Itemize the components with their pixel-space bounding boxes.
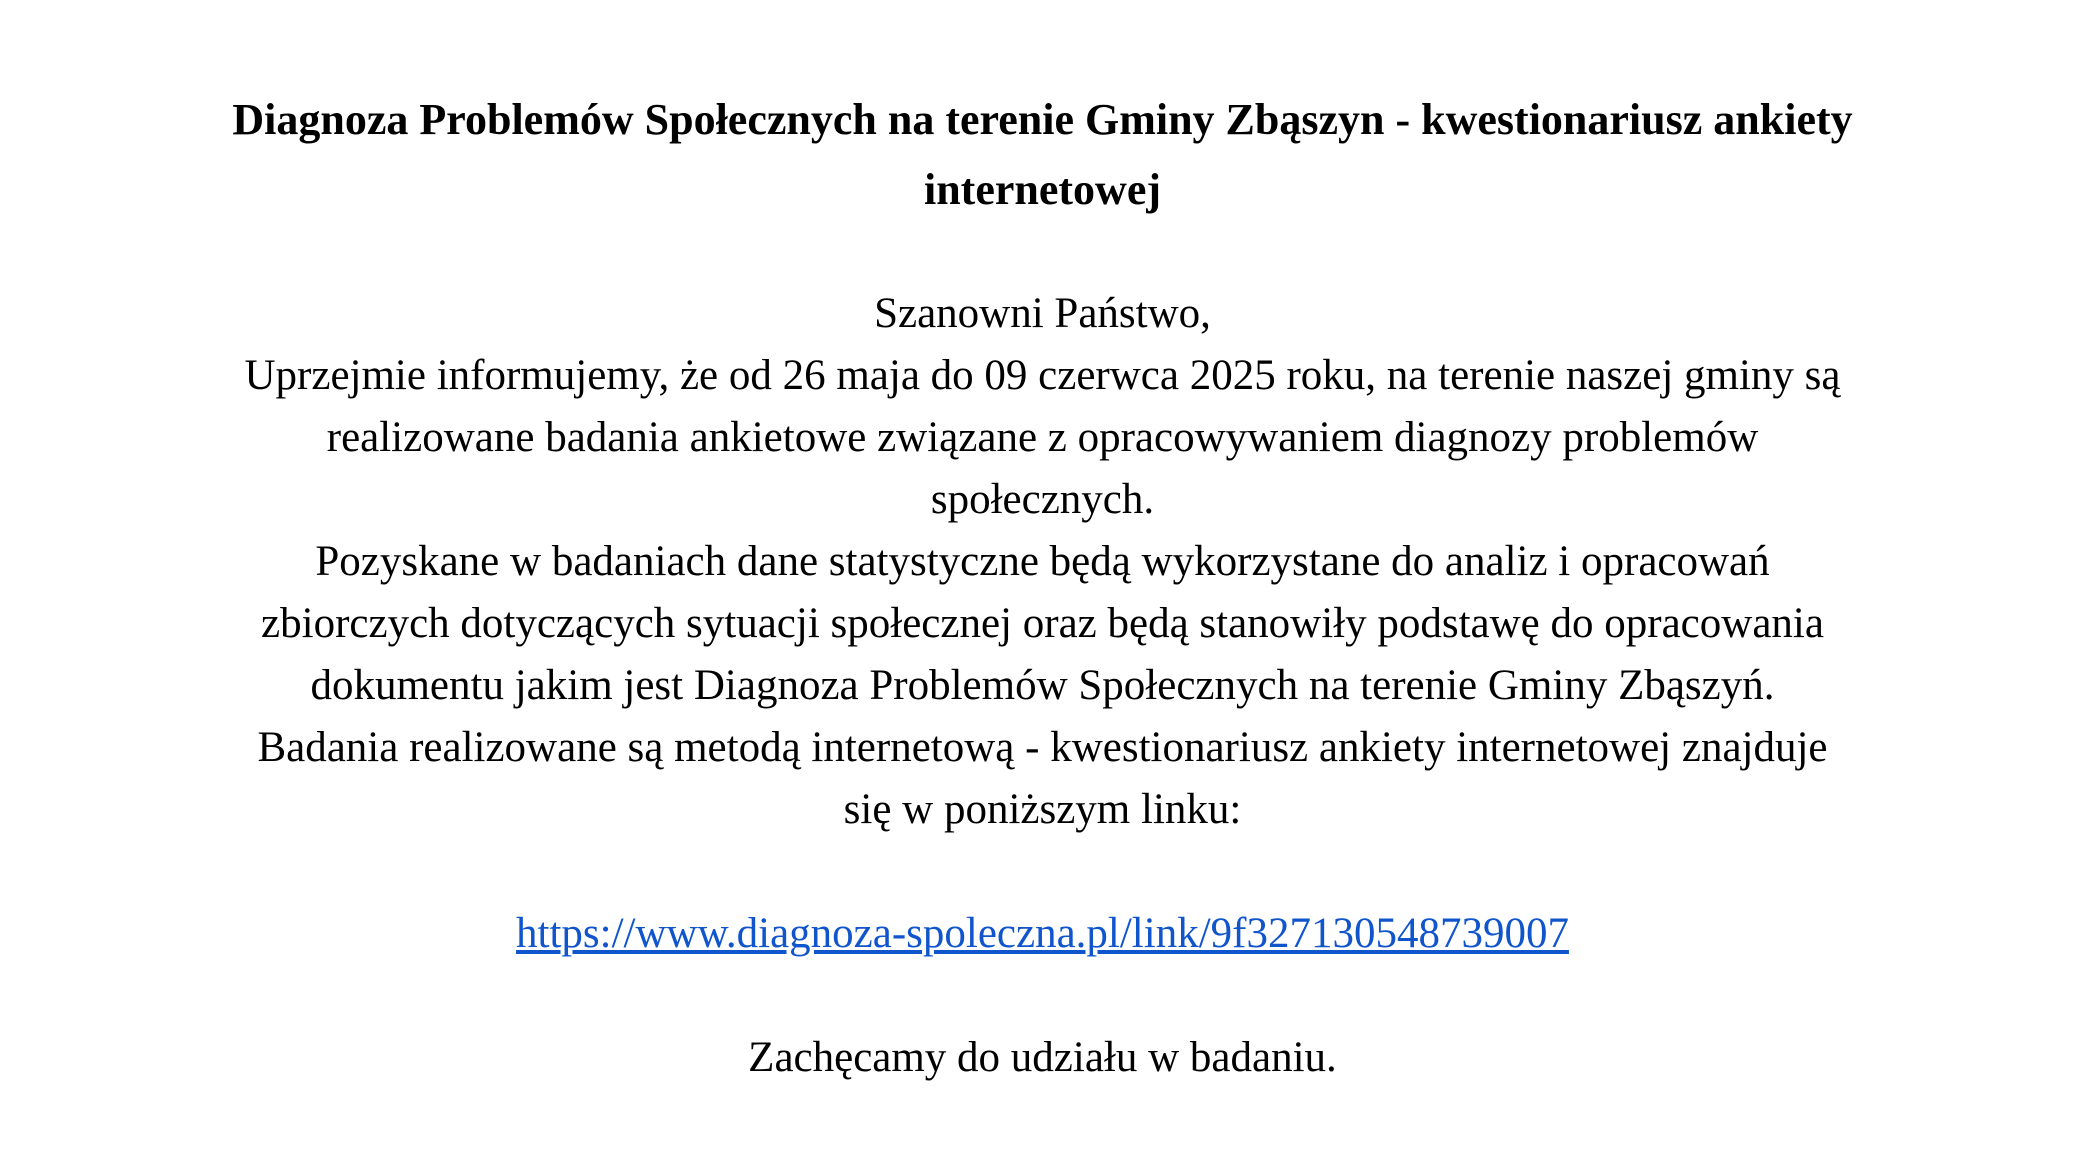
link-row bbox=[60, 903, 2025, 965]
body-line: się w poniższym linku: bbox=[843, 786, 1242, 833]
title-line: Diagnoza Problemów Społecznych na terenie Gminy Zbąszyn - kwestionariusz ankiety bbox=[232, 95, 1853, 144]
survey-link[interactable]: https://www.diagnoza-spoleczna.pl/link/9f327130548739007 bbox=[516, 910, 1569, 957]
body-line: społecznych. bbox=[930, 476, 1155, 523]
body-line: Badania realizowane są metodą internetową - kwestionariusz ankiety internetowej znajduje bbox=[257, 724, 1828, 771]
document-title bbox=[60, 85, 2025, 225]
body-line: Pozyskane w badaniach dane statystyczne będą wykorzystane do analiz i opracowań bbox=[315, 538, 1770, 585]
closing-line: Zachęcamy do udziału w badaniu. bbox=[748, 1034, 1337, 1081]
body-line: realizowane badania ankietowe związane z opracowywaniem diagnozy problemów bbox=[326, 414, 1759, 461]
body-line: zbiorczych dotyczących sytuacji społecznej oraz będą stanowiły podstawę do opracowania bbox=[261, 600, 1824, 647]
body-line: Uprzejmie informujemy, że od 26 maja do 09 czerwca 2025 roku, na terenie naszej gminy są bbox=[244, 352, 1841, 399]
salutation-line: Szanowni Państwo, bbox=[874, 290, 1211, 337]
body-line: dokumentu jakim jest Diagnoza Problemów Społecznych na terenie Gminy Zbąszyń. bbox=[310, 662, 1775, 709]
body-paragraph bbox=[60, 283, 2025, 841]
title-line: internetowej bbox=[923, 165, 1161, 214]
